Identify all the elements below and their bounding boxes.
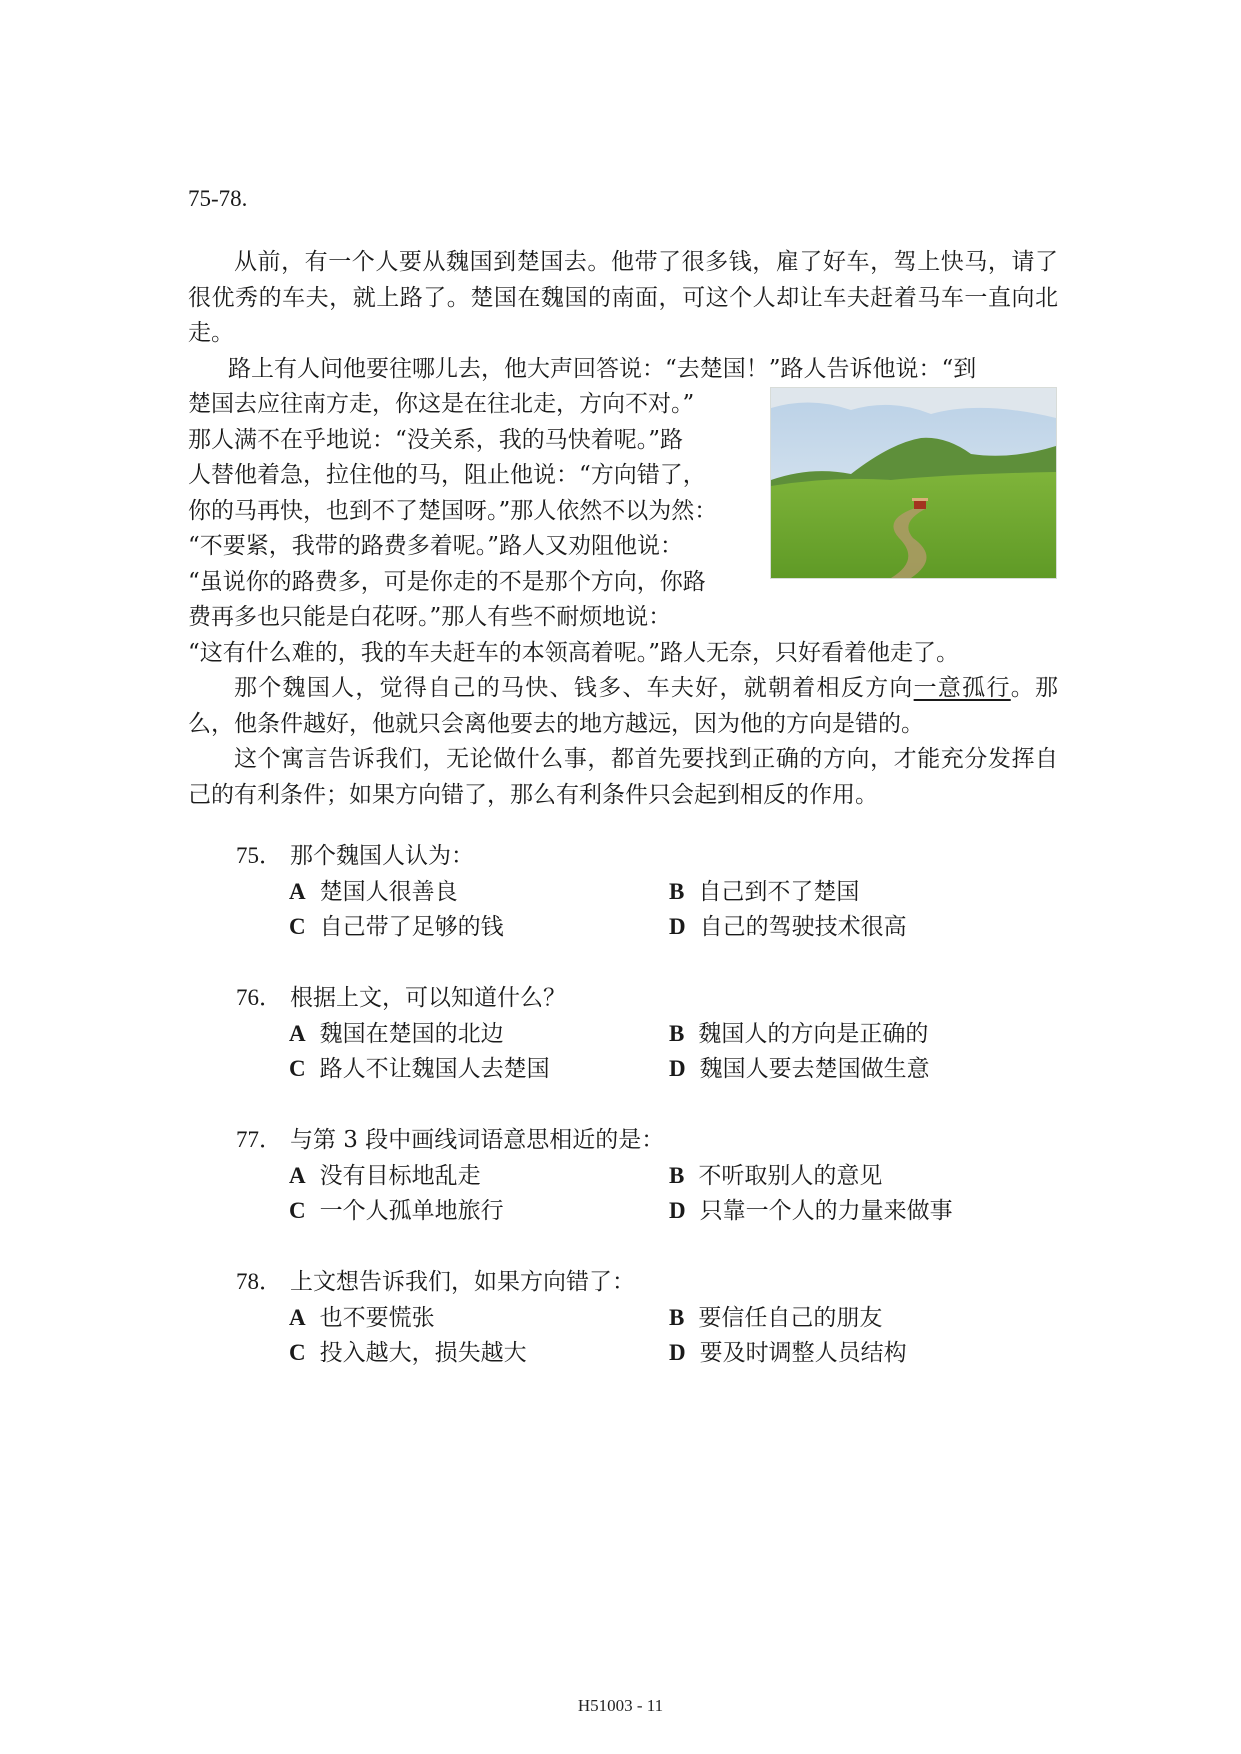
passage-line: 楚国去应往南方走，你这是在往北走，方向不对。” — [188, 391, 695, 417]
question-list — [236, 838, 1049, 1406]
paragraph-3-text: 那个魏国人，觉得自己的马快、钱多、车夫好，就朝着相反方向 — [234, 675, 914, 701]
paragraph-2-wrapped — [188, 387, 1058, 636]
option-a[interactable]: A 没有目标地乱走 — [289, 1163, 481, 1189]
grassland-photo — [770, 387, 1057, 579]
question-number: 75． — [236, 843, 282, 868]
option-b[interactable]: B 魏国人的方向是正确的 — [669, 1021, 929, 1047]
option-a[interactable]: A 楚国人很善良 — [289, 879, 458, 905]
option-d[interactable]: D 自己的驾驶技术很高 — [669, 914, 907, 940]
underlined-word: 一意孤行 — [913, 675, 1011, 701]
question-number: 77． — [236, 1127, 282, 1152]
paragraph-3 — [188, 671, 1058, 742]
question-stem: 与第 3 段中画线词语意思相近的是： — [290, 1127, 665, 1153]
passage-line: 你的马再快，也到不了楚国呀。”那人依然不以为然： — [188, 497, 718, 524]
option-d[interactable]: D 魏国人要去楚国做生意 — [669, 1056, 930, 1082]
passage-line: “虽说你的路费多，可是你走的不是那个方向，你路 — [188, 568, 706, 595]
option-a[interactable]: A 也不要慌张 — [289, 1305, 435, 1331]
option-b[interactable]: B 自己到不了楚国 — [669, 879, 860, 905]
reading-passage — [188, 245, 1058, 813]
paragraph-1: 从前，有一个人要从魏国到楚国去。他带了很多钱，雇了好车，驾上快马，请了很优秀的车夫，就上路了。楚国在魏国的南面，可这个人却让车夫赶着马车一直向北走。 — [188, 249, 1058, 346]
grassland-photo-icon — [771, 388, 1056, 578]
question-number: 78． — [236, 1269, 282, 1294]
page-footer: H51003 - 11 — [577, 1696, 664, 1715]
paragraph-2-last-line: “这有什么难的，我的车夫赶车的本领高着呢。”路人无奈，只好看着他走了。 — [188, 639, 960, 666]
question-range: 75-78. — [188, 186, 248, 211]
question-78 — [236, 1264, 1049, 1370]
paragraph-4: 这个寓言告诉我们，无论做什么事，都首先要找到正确的方向，才能充分发挥自己的有利条件；如果方向错了，那么有利条件只会起到相反的作用。 — [188, 746, 1058, 808]
option-c[interactable]: C 一个人孤单地旅行 — [289, 1198, 504, 1224]
question-number: 76． — [236, 985, 282, 1010]
question-stem: 那个魏国人认为： — [290, 843, 474, 869]
question-stem: 根据上文，可以知道什么？ — [290, 985, 566, 1011]
paragraph-2-first-line: 路上有人问他要往哪儿去，他大声回答说：“去楚国！”路人告诉他说：“到 — [228, 355, 977, 382]
option-b[interactable]: B 不听取别人的意见 — [669, 1163, 883, 1189]
option-c[interactable]: C 路人不让魏国人去楚国 — [289, 1056, 550, 1082]
passage-line: 人替他着急，拉住他的马，阻止他说：“方向错了， — [188, 462, 706, 488]
option-c[interactable]: C 自己带了足够的钱 — [289, 914, 504, 940]
option-b[interactable]: B 要信任自己的朋友 — [669, 1305, 883, 1331]
option-c[interactable]: C 投入越大，损失越大 — [289, 1340, 527, 1366]
paragraph-3-text-end: 。那么，他条件越好，他就只会离他要去的地方越远，因为他的方向是错的。 — [188, 675, 1059, 737]
passage-line: “不要紧，我带的路费多着呢。”路人又劝阻他说： — [188, 533, 684, 559]
question-76 — [236, 980, 1049, 1086]
question-stem: 上文想告诉我们，如果方向错了： — [290, 1269, 635, 1295]
option-a[interactable]: A 魏国在楚国的北边 — [289, 1021, 504, 1047]
passage-line: 费再多也只能是白花呀。”那人有些不耐烦地说： — [188, 604, 672, 630]
option-d[interactable]: D 要及时调整人员结构 — [669, 1340, 907, 1366]
option-d[interactable]: D 只靠一个人的力量来做事 — [669, 1198, 953, 1224]
passage-line: 那人满不在乎地说：“没关系，我的马快着呢。”路 — [188, 426, 684, 453]
question-75 — [236, 838, 1049, 944]
question-77 — [236, 1122, 1049, 1228]
